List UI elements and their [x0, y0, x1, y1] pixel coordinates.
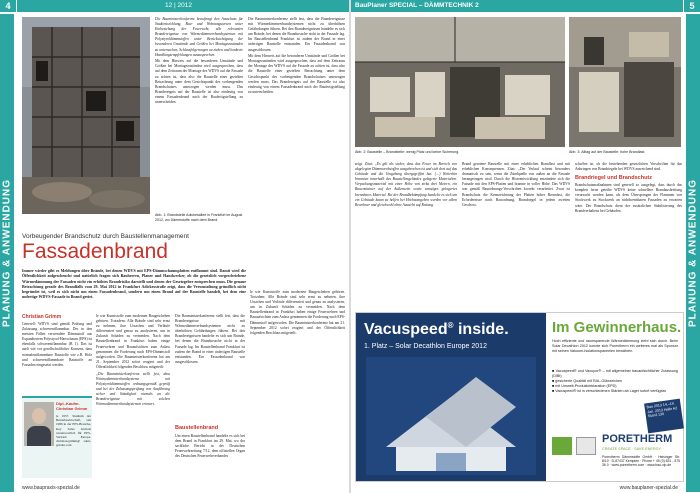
brand-subhead: Baustellenbrand — [175, 425, 219, 431]
construction-site-photo — [355, 17, 565, 147]
left-header — [17, 0, 349, 12]
ad-bullet-2: ■ gesicherte Qualität mit RAL-Gütezeichen — [552, 379, 623, 384]
left-page-number: 4 — [0, 0, 16, 12]
ad-bullet-1: ■ Vacuspeed® und Vacupor® – mit allgemeiner bauaufsichtlicher Zulassung (DIBt) — [552, 369, 678, 379]
right-column-text — [248, 17, 345, 287]
brand-subtext: Um einen Baustellenbrand handelte es sich bei dem Brand in Frankfurt im 29. Mai, wo der sachliche Bericht in der Deutschen Feuerwehrzeitung 7/12, dem offiziellen Organ des Deutschen Feuerwehrverbandes — [175, 434, 245, 459]
col3-body-extra: Mit dem Hinweis auf die besonderen Umstände und Größen bei Montagezuständen wird ausgesprochen, dass auf dem Zeitraum der Montage des WDVS auf die Fassade zu achten ist, dass also die Baustelle einer gezielten Betrachtung unter dem Gesichtspunkt des vorbeugenden Brandschutzes unterzogen werden muss. Das Brandereignis auf der Baustelle ist also eindeutig von einem Fassadenbrand nach der Baufertigstellung zu unterscheiden. — [248, 54, 345, 94]
body-col3-top — [175, 290, 245, 310]
col3-body: Die Bauministerkonferenz stellt fest, dass die Brandereignisse mit Wärmedämmverbundsystemen nicht zu überhöhten Gefährdungen führen. Bei den Brandereignissen handelte es sich um Brände, bei denen die Brandursache nicht in der Fassade lag. Im Baustellenbrand Frankfurt ist zudem der Brand in einer unfertigen Baustelle entstanden. Ein Fassadenbrand war ausgeschlossen. — [248, 17, 345, 52]
right-header-title: BauPlaner SPECIAL – DÄMMTECHNIK 2 — [355, 2, 479, 9]
burned-building-image — [22, 17, 150, 214]
right-col1: zeigt. Zitat: „Es gilt als sicher, dass das Feuer im Bereich von abgelegten Dämmwerkstoffen ausgebrochen ist und sich dort auf das Gebäude und die Umgebung übergegriffen hat. (…) Weiterhin brannten innerhalb des Baustellengeländes gelagerte Materialien. Verpackungsmaterial mit einer Höhe von zirka drei Metern, ein Baucontainer auf der Außenseite sowie sonstiges gelagertes brennbares Material. Bei der Brandbekämpfung handelte es sich um ein Gebäude kaum zu helfen bei Höchstangeben werden vor allem Bewohner und gleichwohl ohne Aussicht auf Rettung. — [355, 162, 457, 207]
ad-bullet-3: ■ mit Umwelt-Produktdeklaration (EPD) — [552, 384, 617, 389]
ad-brand-suffix: inside. — [457, 321, 509, 338]
left-sidebar-label: PLANUNG & ANWENDUNG — [1, 178, 13, 328]
avatar-face — [32, 408, 46, 424]
burned-building-photo — [22, 17, 150, 214]
caption-2: Abb. 2: Baustelle – Brandstelle: wenig Platz und keine Sicherung. — [355, 150, 460, 154]
left-sidebar — [0, 14, 14, 492]
ad-ral-logo — [576, 437, 596, 455]
ad-headline: Im Gewinnerhaus. — [552, 319, 682, 336]
advertisement[interactable] — [355, 312, 684, 482]
body-col3: Die Bauministerkonferenz stellt fest, dass die Brandereignisse mit Wärmedämmverbundsystemen nicht zu überhöhten Gefährdungen führen. Bei den Brandereignissen handelte es sich um Brände, bei denen die Brandursache nicht in der Fassade lag. Im Baustellenbrand Frankfurt ist zudem der Brand in einer unfertigen Baustelle entstanden. Ein Fassadenbrand war ausgeschlossen. — [175, 314, 245, 364]
right-col2: Brand geratene Baustelle mit einer erheblichen Brandlast und mit erheblichen Konsequenzen. Zitat: „Der Verlauf scheint besonders dramatisch zu sein, wenn die Zündquelle von außen an die Fassade herangetragen wird. Durch die Hitzeentwicklung entzündete sich die Fassade mit den EPS-Platten und brannte in voller Höhe. Das WDVS war gemäß Bauordnungs-Vorschriften korrekt verarbeitet. Zwar ist Brandschutz die Kennzeichnung der Platten hoher Brennlast, die Erfordernisse nach Bauordnung, Brandriegel in jedem zweiten Geschoss. — [462, 162, 570, 207]
body-col4 — [250, 290, 345, 484]
body-col4-a: le wie Kunststoffe zum modernen Baugeschehen gehören. Trotzdem: Alle Brände sind sehr ernst zu nehmen, ihre Ursachen und Verläufe differenziert und genau zu analysieren, um in Zukunft Schäden zu vermeiden. Nach dem Baustellenbrand in Frankfurt haben einige Feuerwehren und Bauaufsichten zum Anlass genommen die Forderung nach EPS-Dämmstoff aufgeworfen. Die Bauministerkonferenz hat am 21. September 2012 sofort reagiert und der Öffentlichkeit folgenden Beschluss mitgeteilt: — [250, 290, 345, 335]
burning-load-photo — [569, 17, 681, 147]
left-footer: www.baupraxis-spezial.de — [22, 485, 80, 491]
ad-brand: Vacuspeed® inside. — [364, 321, 509, 338]
right-col3b: Brandschutzmaßnahmen sind generell so ausgelegt, dass durch das komplett ferne geteilte WDVS keine schnellere Brandausbreitung verursacht werden kann, als dem Überspringen der Flammen von Stockwerk zu Stockwerk an nichtbrennbaren Fassaden zu erwarten wäre. Der Brandschutz dient der zusätzlichen Stabilisierung des Brandverhaltens bei Gebäuden. — [575, 183, 682, 213]
ad-bullet-4-text: Vacuspeed® ist in verschiedenen Stärken ab Lager sofort verfügbar — [555, 389, 666, 394]
ad-bullet-2-text: gesicherte Qualität mit RAL-Gütezeichen — [555, 379, 623, 384]
burning-load-image — [569, 17, 681, 147]
ad-left-panel — [356, 313, 546, 481]
right-footer: www.bauplaner-spezial.de — [619, 485, 678, 491]
ad-bullet-4: ■ Vacuspeed® ist in verschiedenen Stärken ab Lager sofort verfügbar — [552, 389, 666, 394]
body-col2a: le wie Kunststoffe zum modernen Baugeschehen gehören. Trotzdem: Alle Brände sind sehr ernst zu nehmen, ihre Ursachen und Verläufe differenziert und genau zu analysieren, um in Zukunft Schäden zu vermeiden. Nach dem Baustellenbrand in Frankfurt haben einige Feuerwehren und Bauaufsichten zum Anlass genommen die Forderung nach EPS-Dämmstoff aufgeworfen. Die Bauministerkonferenz hat am 21. September 2012 sofort reagiert und der Öffentlichkeit folgenden Beschluss mitgeteilt: — [96, 314, 170, 369]
right-sidebar — [686, 14, 700, 492]
ad-bullets — [552, 369, 678, 394]
author-name: Christian Grimm — [22, 314, 62, 320]
intro-italic: Die Bauministerkonferenz beauftragt den Ausschuss für Stadtentwicklung, Bau- und Wohnungswesen unter Einbeziehung der Feuerwehr, alle relevanten Brandereignisse von Wärmedämmverbundsystemen mit Polystyroldämmstoffen unter Berücksichtigung der besonderen Umstände und Größen bei Montagezuständen zu untersuchen, Schlussfolgerungen zu ziehen und konkrete Handlungsempfehlungen auszusprechen. — [155, 17, 243, 57]
right-col3a: schaffen ist, ob die bestehenden gesetzlichen Vorschriften für das Anbringen von Brandriegeln bei WDVS ausreichend sind. — [575, 162, 682, 172]
body-col2 — [96, 314, 170, 484]
issue-label: 12 | 2012 — [165, 2, 192, 9]
right-sidebar-label: PLANUNG & ANWENDUNG — [687, 178, 699, 328]
caption-3: Abb. 3: Alltag auf der Baustelle: hohe Brandlast. — [569, 150, 646, 154]
right-page-number: 5 — [684, 0, 700, 12]
ad-intro: Hoch effiziente und raumsparende Wärmedämmung zieht sich durch. Beim Solar Decathlon 2012 konnte sich Porextherm ein weiteres mal als Sponsor mit seinen Vakuum-Isolationspaneelen bewähren. — [552, 339, 678, 354]
right-col3 — [575, 162, 682, 312]
body-col2b: „Die Bauministerkonferenz stellt fest, dass Wärmedämmverbundsysteme mit Polystyroldämmstoffen ordnungsgemäß geprüft und bei der Zulassungsprüfung von Ausführung sicher und Ständigkeit niemals an die Brandereignisse mit solchen Wärmedämmverbundsystemen erinnert. — [96, 371, 170, 407]
ad-brand-name: Vacuspeed — [364, 321, 448, 338]
author-box-text: ja 1957. Studium der Betriebswirtschaft, seit 1986 in der EPS-Branche, Key Sales Globals verantwortlich für EPS-Vertrieb Europa. christian.grimm@ saint-gobain.com — [56, 414, 91, 448]
right-page — [351, 0, 700, 493]
body-col1: Generell: WDVS sind gemäß Prüfung und Zulassung schwerentflammbar. Der in den meisten Fällen verwendete Dämmstoff aus Expandiertem Polystyrol-Hartschaum (EPS) ist ebenfalls schwerentflammbar (B 1). Das ist auch wie vor gesellschaftlicher Konsens, dass normalentflammbare Baustoffe wie z.B. Holz und schwerentflammbare Baustoffe an Fassaden eingesetzt werden. — [22, 322, 92, 367]
headline: Fassadenbrand — [22, 240, 168, 263]
ad-bullet-1-text: Vacuspeed® und Vacupor® – mit allgemeiner bauaufsichtlicher Zulassung (DIBt) — [552, 369, 678, 379]
right-col3-head: Brandriegel und Brandschutz — [575, 174, 653, 181]
ad-company: PORETHERM — [602, 433, 673, 445]
ad-tagline: 1. Platz – Solar Decathlon Europe 2012 — [364, 343, 487, 350]
left-page — [0, 0, 349, 493]
ad-bullet-3-text: mit Umwelt-Produktdeklaration (EPD) — [555, 384, 617, 389]
author-box — [22, 396, 92, 478]
avatar-body — [27, 426, 51, 446]
photo-caption: Abb. 1: Brandstelle Adickesallee in Frankfurt im August 2012, wo Dämmstoffe nach dem Brand. — [155, 213, 243, 222]
intro-body: Mit dem Hinweis auf die besonderen Umstände und Größen bei Montagezuständen wird ausgesprochen, dass auf dem Zeitraum der Montage des WDVS auf die Fassade zu achten ist, dass also die Baustelle einer gezielten Betrachtung unter dem Gesichtspunkt des vorbeugenden Brandschutzes unterzogen werden muss. Das Brandereignis auf der Baustelle ist also eindeutig von einem Fassadenbrand nach der Baufertigstellung zu unterscheiden. — [155, 59, 243, 104]
ad-claim: CREATE SPACE · SAVE ENERGY — [602, 447, 662, 451]
ad-badge: Bau 2013 14.–19. Jan. 2013 Halle A2 Stand 130 — [644, 399, 684, 434]
author-box-name: Dipl.-Kaufm. Christian Grimm — [56, 401, 88, 411]
kicker: Vorbeugender Brandschutz durch Baustellenmanagement — [22, 233, 189, 240]
ad-address: Porextherm Dämmstoffe GmbH · Heisinger Str. 8/10 · D-87437 Kempten · Phone + 49 (0) 831 - 575 36 0 · www.porextherm.com · www.bau-vip.de — [602, 455, 680, 468]
construction-site-image — [355, 17, 565, 147]
right-header — [351, 0, 683, 12]
ad-cert-logo — [552, 437, 572, 455]
lead: Immer wieder gibt es Meldungen über Brände, bei denen WDVS mit EPS-Dämmschaumplatten entflammt sind. Damit wird die Öffentlichkeit aufgescheucht und natürlich fragen sich Bauherren, Planer und Handwerker, ob die gesetzlich vorgeschriebene Wärmedämmung der Fassaden nicht ein erhöhtes Brandrisiko darstellt und denen der Gesetzgeber entsprechen muss. Die genaue Betrachtung gerade des Brandfalls vom 29. Mai 2012 in Frankfurt Adickesstraße zeigt, dass die Verunstaltung gründlich nicht begründet ist, weil es sich nicht um einen Fassadenbrand, sondern um einen Brand auf der Baustelle handelt, bei dem eine unfertige WDVS-Fassade in Brand geriet. — [22, 268, 246, 300]
ad-house-image — [366, 357, 536, 475]
intro-column — [155, 17, 243, 217]
avatar — [24, 402, 54, 446]
